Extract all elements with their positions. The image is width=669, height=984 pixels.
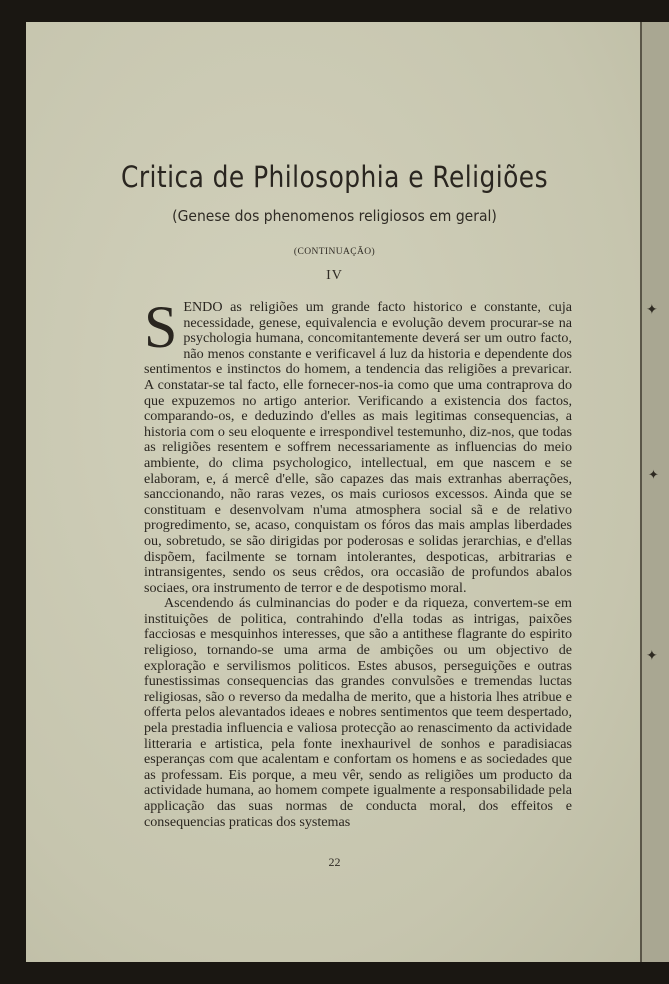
section-number: IV bbox=[326, 268, 343, 283]
article-body bbox=[144, 294, 572, 830]
margin-mark-icon: ✦ bbox=[646, 302, 658, 318]
paragraph-2: Ascendendo ás culminancias do poder e da riqueza, convertem-se em instituições de politica, contrahindo d'ella todas as intrigas, paixões facciosas e mesquinhos interesses, que são a antithese flagrante do espirito religioso, tornando-se uma arma de ambições ou um objectivo de exploração e servilismos politicos. Estes abusos, perseguições e outras funestissimas consequencias das grandes convulsões e tremendas luctas religiosas, são o reverso da medalha de merito, que a historia lhes atribue e offerta pelos alevantados ideaes e nobres sentimentos que teem despertado, pela prestadia influencia e valiosa protecção ao renascimento da actividade litteraria e artistica, pela fonte inexhaurivel de sonhos e paradisiacas esperanças com que acalentam e confortam os homens e as sociedades que as professam. Eis porque, a meu vêr, sendo as religiões um producto da actividade humana, ao homem compete igualmente a responsabilidade pela applicação das suas normas de conducta moral, dos effeitos e consequencias praticas dos systemas bbox=[144, 595, 572, 830]
article-title: Critica de Philosophia e Religiões bbox=[121, 160, 548, 194]
article-subtitle: (Genese dos phenomenos religiosos em geral) bbox=[172, 207, 497, 225]
margin-mark-icon: ✦ bbox=[646, 648, 658, 664]
drop-cap: S bbox=[144, 294, 178, 360]
continuation-label: (CONTINUAÇÃO) bbox=[293, 247, 376, 257]
page-number: 22 bbox=[328, 855, 341, 869]
paragraph-1 bbox=[144, 294, 572, 596]
paragraph-1-text: ENDO as religiões um grande facto historico e constante, cuja necessidade, genese, equivalencia e evolução devem procurar-se na psychologia humana, concomitantemente deverá ser um outro facto, não menos constante e verificavel á luz da historia e dependente dos sentimentos e instinctos do homem, a tendencia das religiões a prevaricar. A constatar-se tal facto, elle fornecer-nos-ia como que uma contraprova do que expuzemos no artigo anterior. Verificando a existencia dos factos, comparando-os, e deduzindo d'elles as mais legitimas consequencias, a historia com o seu eloquente e irrespondivel testemunho, diz-nos, que todas as religiões resentem e soffrem necessariamente as influencias do meio ambiente, do clima psychologico, intellectual, em que nascem e se elaboram, e, á mercê d'elle, são capazes das mais extranhas aberrações, sanccionando, não raras vezes, os mais curiosos excessos. Ainda que se constituam e desenvolvam n'uma atmosphera social sã e de relativo progredimento, se, acaso, conquistam os fóros das mais amplas liberdades ou, sobretudo, se são dirigidas por poderosas e solidas jerarchias, e d'ellas dispõem, facilmente se tornam intolerantes, despoticas, arbitrarias e intransigentes, sendo os seus crêdos, ora occasião de profundos abalos sociaes, ora instrumento de terror e de despotismo moral. bbox=[144, 299, 572, 596]
margin-mark-icon: ✦ bbox=[648, 468, 659, 483]
adjacent-page-edge bbox=[640, 22, 669, 962]
